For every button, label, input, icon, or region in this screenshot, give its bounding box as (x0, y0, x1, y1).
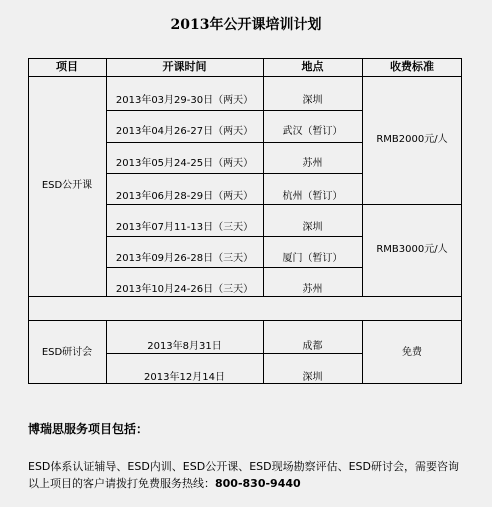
header-time: 开课时间 (162, 60, 207, 73)
fee-free: 免费 (402, 347, 422, 358)
services-text (28, 458, 468, 492)
location-cell: 苏州 (302, 284, 323, 295)
col-divider-3 (362, 58, 363, 296)
location-cell: 厦门（暂订） (282, 253, 343, 264)
date-cell: 2013年8月31日 (147, 341, 222, 352)
location-cell: 深圳 (302, 372, 323, 383)
row-line (106, 142, 362, 143)
hotline-number: 800-830-9440 (215, 477, 301, 490)
spacer-row-bottom (28, 320, 462, 321)
location-cell: 武汉（暂订） (282, 126, 343, 137)
header-project: 项目 (56, 60, 78, 73)
location-cell: 成都 (302, 341, 323, 352)
date-cell: 2013年05月24-25日（两天） (115, 158, 254, 169)
date-cell: 2013年10月24-26日（三天） (115, 284, 254, 295)
date-cell: 2013年07月11-13日（三天） (115, 222, 254, 233)
row-line (106, 110, 362, 111)
row-line (106, 173, 362, 174)
header-fee: 收费标准 (390, 60, 434, 73)
fee-3000: RMB3000元/人 (376, 244, 448, 255)
services-heading: 博瑞思服务项目包括： (28, 422, 149, 436)
location-cell: 苏州 (302, 158, 323, 169)
row-line (106, 204, 462, 205)
spacer-row-top (28, 296, 462, 297)
project-esd-seminar: ESD研讨会 (41, 347, 93, 358)
row-line (106, 236, 362, 237)
location-cell: 深圳 (302, 222, 323, 233)
date-cell: 2013年03月29-30日（两天） (115, 95, 254, 106)
table-border-right (461, 58, 462, 384)
date-cell: 2013年12月14日 (144, 372, 225, 383)
header-location: 地点 (301, 60, 324, 73)
table-border-top (28, 58, 462, 59)
date-cell: 2013年04月26-27日（两天） (115, 126, 254, 137)
location-cell: 杭州（暂订） (282, 191, 343, 202)
header-divider (28, 76, 462, 77)
project-esd-course: ESD公开课 (41, 180, 93, 191)
services-description: ESD体系认证辅导、ESD内训、ESD公开课、ESD现场勘察评估、ESD研讨会，需要咨询以上项目的客户请拨打免费服务热线： (28, 460, 460, 490)
row-line (106, 353, 362, 354)
fee-2000: RMB2000元/人 (376, 134, 448, 145)
row-line (106, 267, 362, 268)
date-cell: 2013年09月26-28日（三天） (115, 253, 254, 264)
date-cell: 2013年06月28-29日（两天） (115, 191, 254, 202)
training-schedule-table (28, 58, 462, 384)
location-cell: 深圳 (302, 95, 323, 106)
table-border-left (28, 58, 29, 384)
page-title: 2013年公开课培训计划 (170, 17, 322, 33)
